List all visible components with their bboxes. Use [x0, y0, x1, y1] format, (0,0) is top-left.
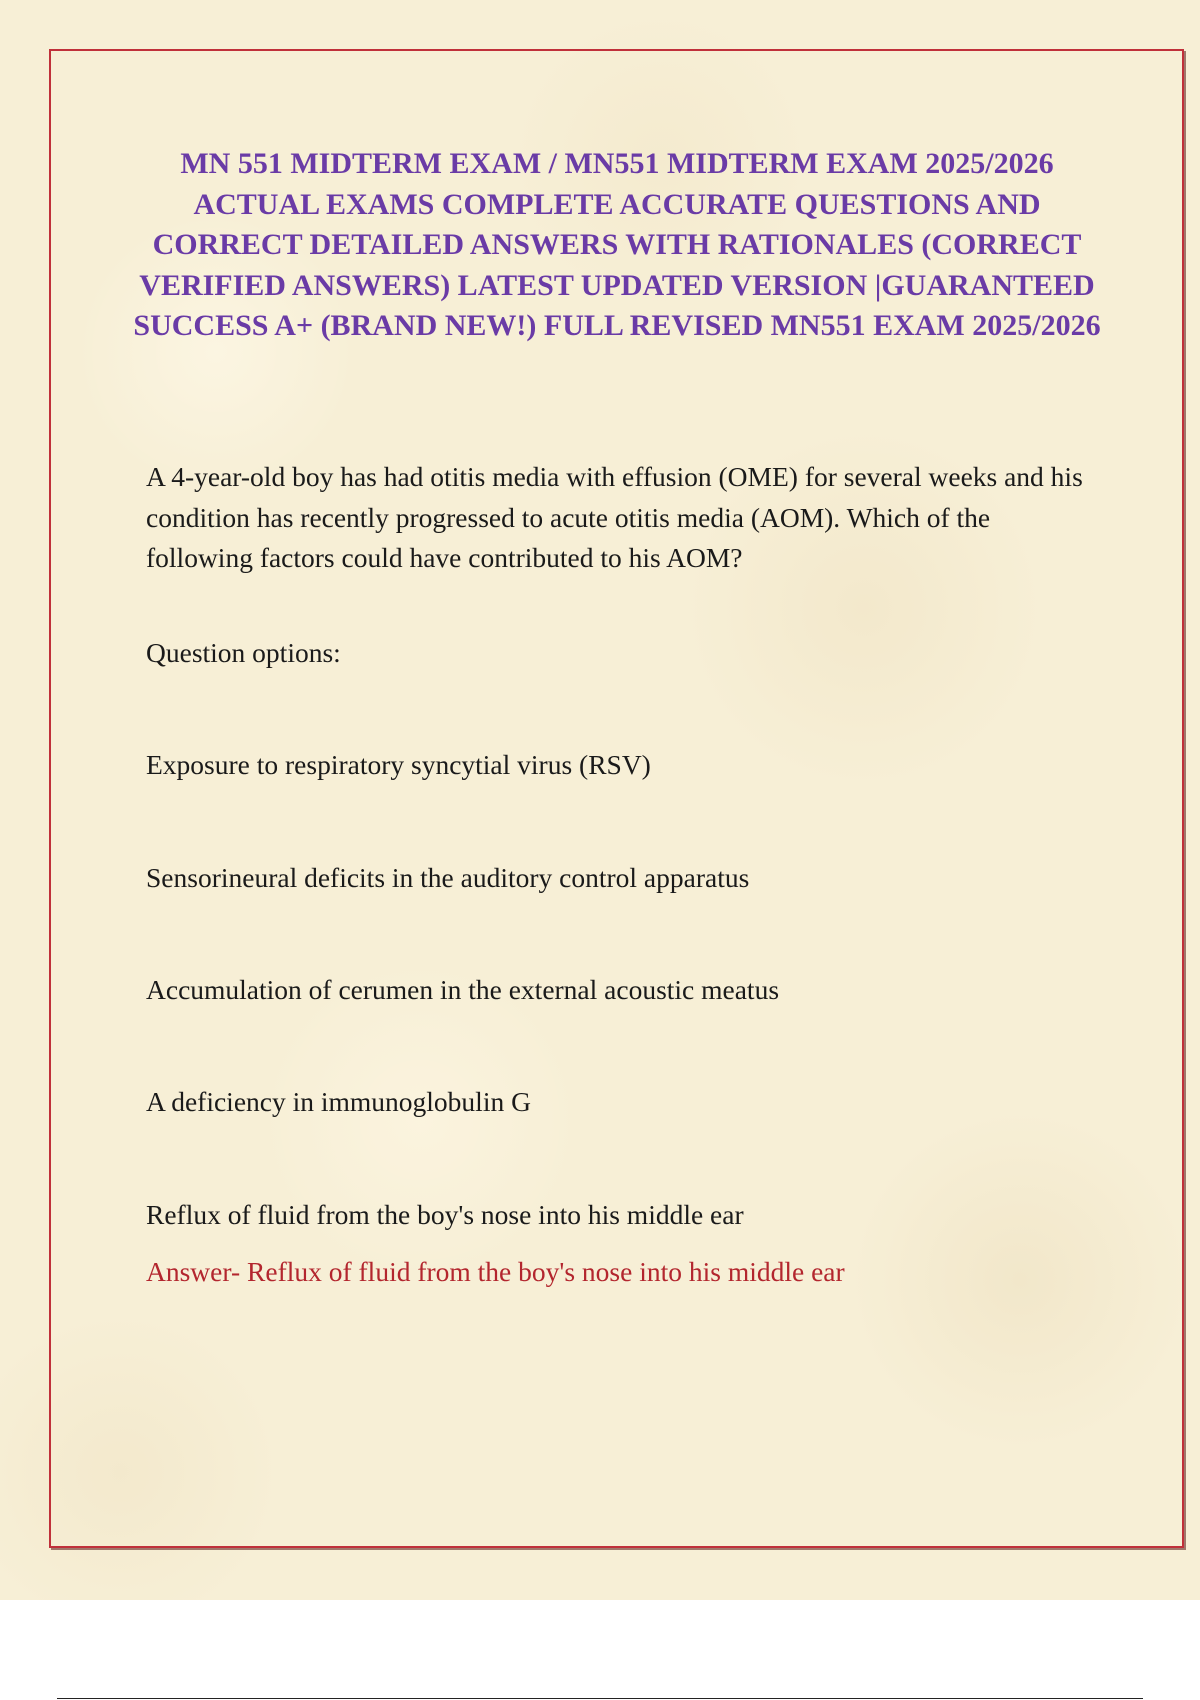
option-item: Sensorineural deficits in the auditory control apparatus — [146, 862, 750, 893]
footer-divider — [57, 1698, 1143, 1699]
option-item: Exposure to respiratory syncytial virus (RSV) — [146, 749, 651, 780]
answer-text: Answer- Reflux of fluid from the boy's nose into his middle ear — [146, 1256, 845, 1287]
question-options-label: Question options: — [146, 637, 341, 668]
question-text: A 4-year-old boy has had otitis media with effusion (OME) for several weeks and his condition has recently progressed to acute otitis media (AOM). Which of the following factors could have contributed to his AOM? — [146, 461, 1083, 573]
option-item: Reflux of fluid from the boy's nose into his middle ear — [146, 1199, 744, 1230]
option-item: A deficiency in immunoglobulin G — [146, 1086, 531, 1117]
document-title: MN 551 MIDTERM EXAM / MN551 MIDTERM EXAM 2025/2026 ACTUAL EXAMS COMPLETE ACCURATE QUESTIONS AND CORRECT DETAILED ANSWERS WITH RATIONALES (CORRECT VERIFIED ANSWERS) LATEST UPDATED VERSION |GUARANTEED SUCCESS A+ (BRAND NEW!) FULL REVISED MN551 EXAM 2025/2026 — [133, 147, 1101, 342]
option-item: Accumulation of cerumen in the external acoustic meatus — [146, 974, 780, 1005]
